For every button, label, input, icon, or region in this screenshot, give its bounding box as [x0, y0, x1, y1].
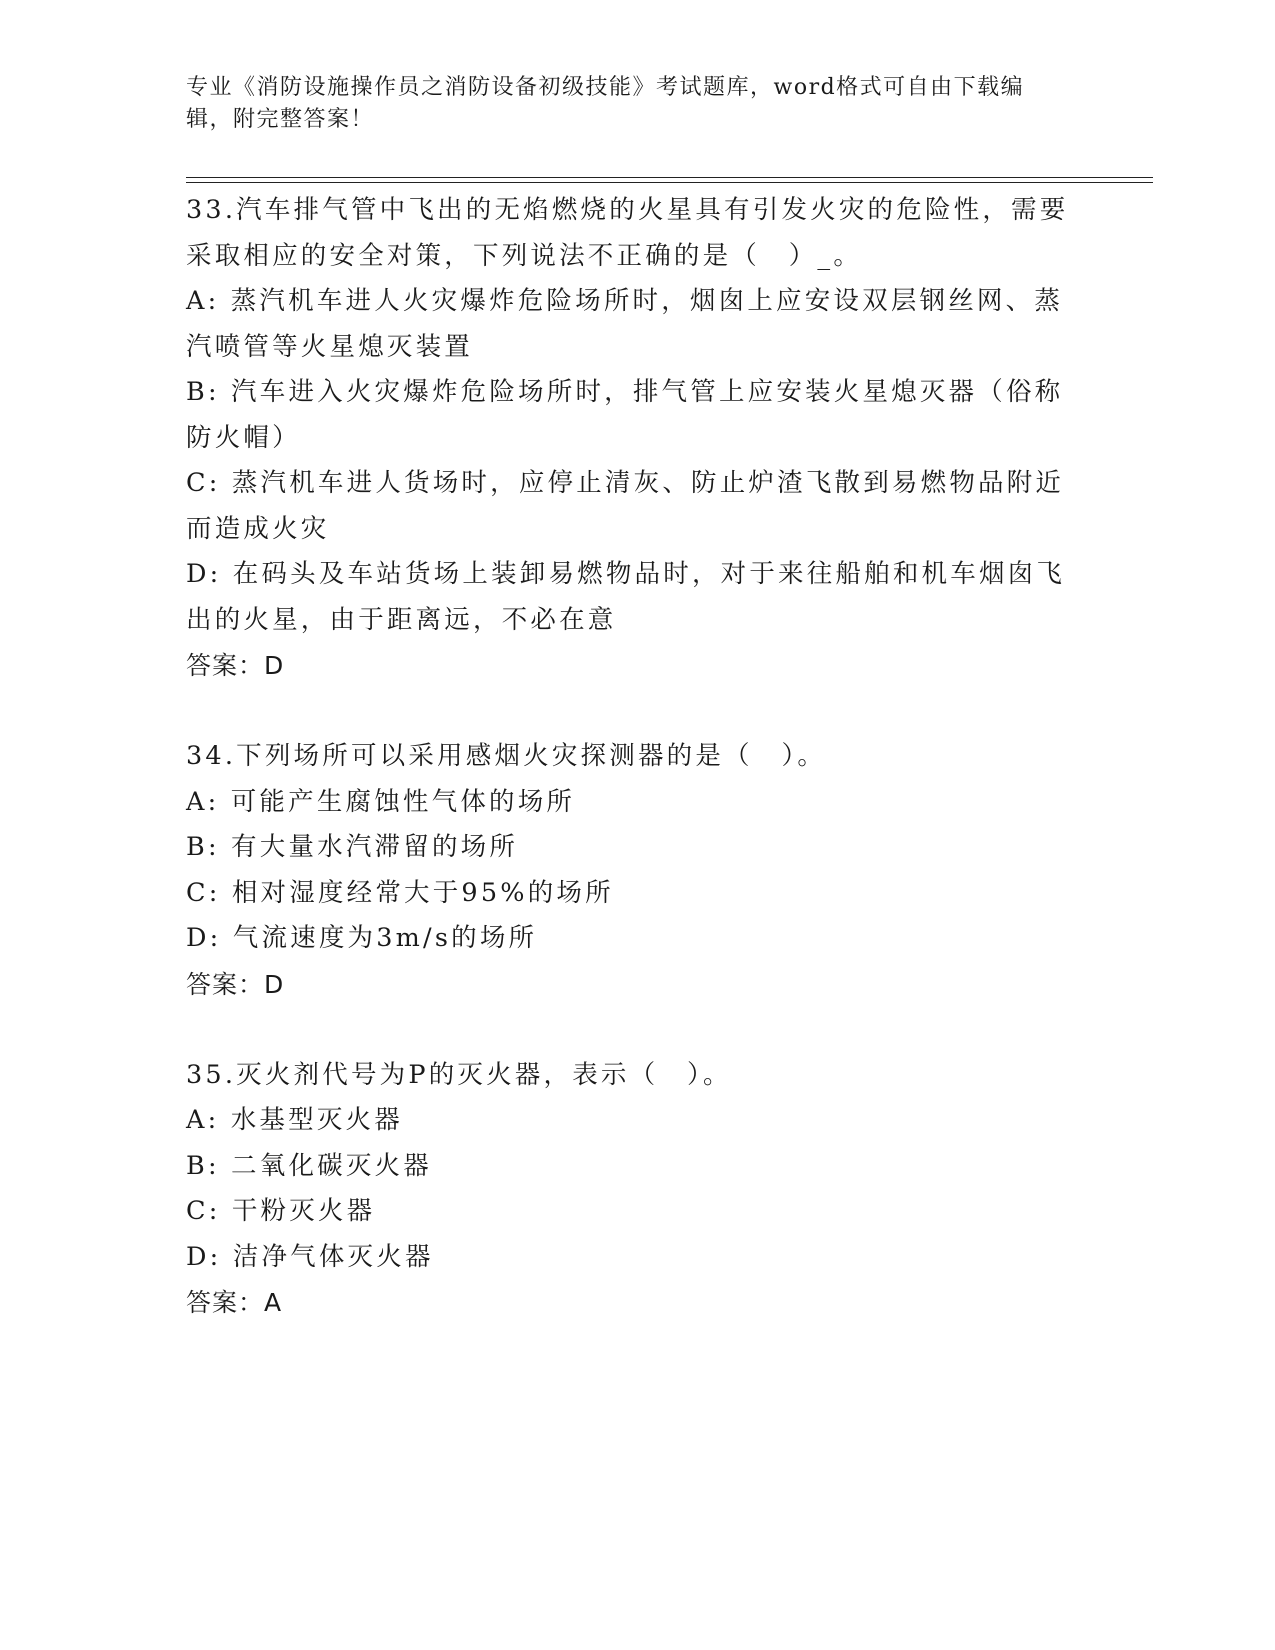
- option-text: 水基型灭火器: [230, 1105, 403, 1135]
- header-divider-top: [186, 177, 1153, 178]
- question-33: [186, 188, 1086, 689]
- question-35: [186, 1053, 1086, 1326]
- option-letter: C:: [186, 468, 221, 498]
- option-letter: A:: [186, 1105, 220, 1135]
- option-text: 气流速度为3m/s的场所: [232, 923, 538, 953]
- question-list: [186, 188, 1086, 1371]
- option-letter: C:: [186, 877, 221, 908]
- option-d: [186, 916, 1086, 962]
- option-c: [186, 871, 1086, 917]
- option-letter: D:: [186, 923, 222, 953]
- option-text: 在码头及车站货场上装卸易燃物品时，对于来往船舶和机车烟囱飞出的火星，由于距离远，不必在意: [186, 559, 1066, 635]
- option-letter: B:: [186, 832, 220, 862]
- answer-label: 答案：D: [186, 969, 285, 999]
- option-text: 二氧化碳灭火器: [231, 1150, 432, 1181]
- option-text: 可能产生腐蚀性气体的场所: [230, 786, 576, 817]
- option-b: [186, 825, 1086, 871]
- option-text: 蒸汽机车进人货场时，应停止清灰、防止炉渣飞散到易燃物品附近而造成火灾: [186, 468, 1065, 544]
- option-text: 干粉灭火器: [231, 1196, 376, 1226]
- answer-label: 答案：A: [186, 1288, 283, 1317]
- option-a: [186, 1098, 1086, 1144]
- document-header: 专业《消防设施操作员之消防设备初级技能》考试题库，word格式可自由下载编辑，附完整答案！: [186, 75, 1025, 132]
- option-c: [186, 461, 1086, 552]
- option-text: 洁净气体灭火器: [232, 1241, 434, 1272]
- option-letter: D:: [186, 1241, 222, 1272]
- option-letter: A:: [186, 286, 220, 316]
- option-d: [186, 552, 1086, 643]
- option-a: [186, 780, 1086, 826]
- option-b: [186, 370, 1086, 461]
- question-text: 34.下列场所可以采用感烟火灾探测器的是（ ）。: [186, 741, 827, 771]
- option-a: [186, 279, 1086, 370]
- option-letter: C:: [186, 1196, 221, 1226]
- question-text: 33.汽车排气管中飞出的无焰燃烧的火星具有引发火灾的危险性，需要采取相应的安全对策，下列说法不正确的是（ ）_。: [186, 195, 1069, 271]
- option-d: [186, 1235, 1086, 1281]
- option-text: 相对湿度经常大于95%的场所: [231, 877, 614, 908]
- question-34: [186, 734, 1086, 1007]
- option-letter: A:: [186, 786, 220, 817]
- option-letter: B:: [186, 1150, 220, 1181]
- option-letter: B:: [186, 377, 220, 407]
- answer-label: 答案：D: [186, 651, 285, 680]
- question-text: 35.灭火剂代号为P的灭火器，表示（ ）。: [186, 1059, 732, 1090]
- option-text: 有大量水汽滞留的场所: [231, 832, 519, 862]
- option-text: 汽车进入火灾爆炸危险场所时，排气管上应安装火星熄灭器（俗称防火帽）: [186, 377, 1064, 453]
- option-b: [186, 1144, 1086, 1190]
- option-c: [186, 1189, 1086, 1235]
- option-text: 蒸汽机车进人火灾爆炸危险场所时，烟囱上应安设双层钢丝网、蒸汽喷管等火星熄灭装置: [186, 286, 1064, 362]
- header-divider-bottom: [186, 182, 1153, 183]
- option-letter: D:: [186, 559, 222, 589]
